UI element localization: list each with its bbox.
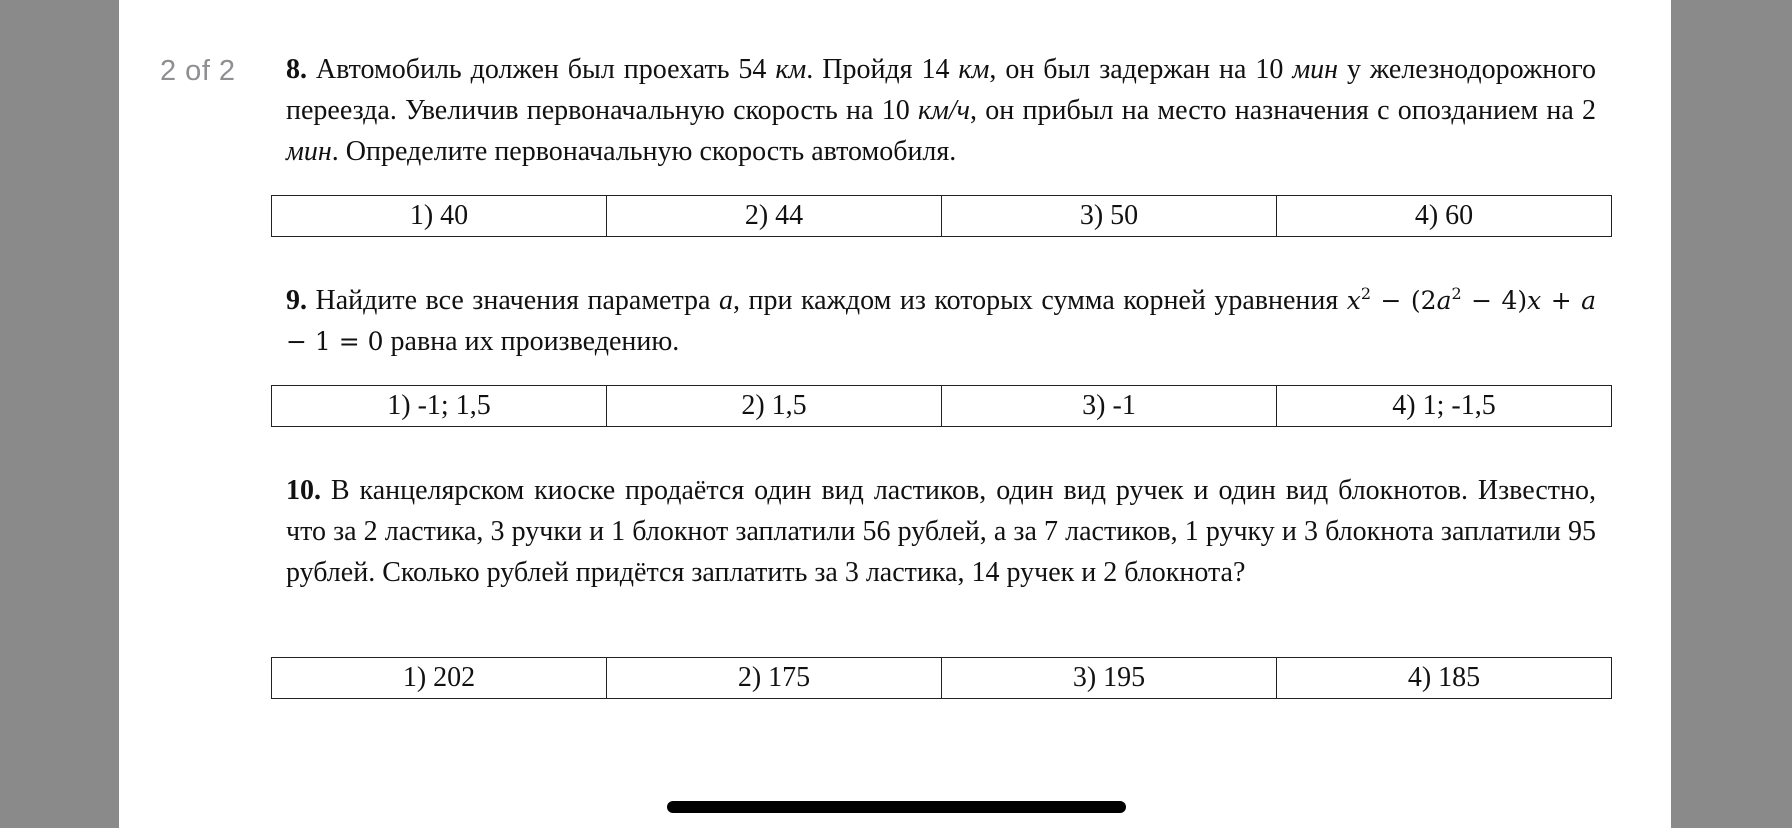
question-9 [286,280,1596,362]
equation-part: − 4) [1461,286,1528,315]
equation-part: 2 [1451,284,1462,303]
equation-part: x [1527,286,1542,315]
question-text: . Определите первоначальную скорость автомобиля. [331,136,957,167]
question-text: Автомобиль должен был проехать 54 [307,54,776,85]
table-row [272,196,1612,237]
answer-option: 3) 50 [942,196,1277,237]
unit: мин [286,136,332,167]
answer-option: 1) -1; 1,5 [272,386,607,427]
question-text: , он был задержан на 10 [989,54,1293,85]
equation-part: 2 [1360,284,1372,303]
answer-option: 2) 44 [607,196,942,237]
parameter-symbol: a [719,285,733,316]
question-8 [286,49,1596,172]
answer-option: 4) 1; -1,5 [1277,386,1612,427]
question-number: 10. [286,475,321,506]
equation-part: a [1581,286,1597,315]
page-indicator: 2 of 2 [160,55,236,87]
equation-part: − 1 = 0 [286,327,384,356]
equation-part: x [1346,286,1361,315]
question-text: , при каждом из которых сумма корней уравнения [733,285,1347,316]
answer-table-9 [271,385,1612,427]
home-indicator[interactable] [667,801,1126,813]
answer-option: 2) 1,5 [607,386,942,427]
question-text: В канцелярском киоске продаётся один вид ластиков, один вид ручек и один вид блокнотов. Известно, что за 2 ластика, 3 ручки и 1 блокнот заплатили 56 рублей, а за 7 ластиков, 1 ручку и 3 блокнота заплатили 95 рублей. Сколько рублей придётся заплатить за 3 ластика, 14 ручек и 2 блокнота? [286,475,1596,588]
question-text: Найдите все значения параметра [307,285,719,316]
equation-part: a [1436,286,1452,315]
question-number: 9. [286,285,307,316]
unit: км [958,54,990,85]
question-10 [286,470,1596,593]
unit: мин [1292,54,1339,85]
answer-table-10 [271,657,1612,699]
question-text: у железнодорожного переезда. Увеличив первоначальную скорость на 10 [286,54,1596,126]
answer-option: 4) 60 [1277,196,1612,237]
answer-table-8 [271,195,1612,237]
question-number: 8. [286,54,307,85]
unit: км/ч [917,95,971,126]
equation-part: + [1541,286,1582,315]
question-text: , он прибыл на место назначения с опозданием на 2 [970,95,1596,126]
question-text: равна их произведению. [383,326,680,357]
answer-option: 4) 185 [1277,658,1612,699]
table-row [272,386,1612,427]
unit: км [775,54,807,85]
table-row [272,658,1612,699]
equation-part: − (2 [1371,286,1437,315]
answer-option: 1) 202 [272,658,607,699]
question-text: . Пройдя 14 [806,54,959,85]
answer-option: 2) 175 [607,658,942,699]
answer-option: 3) 195 [942,658,1277,699]
answer-option: 3) -1 [942,386,1277,427]
answer-option: 1) 40 [272,196,607,237]
